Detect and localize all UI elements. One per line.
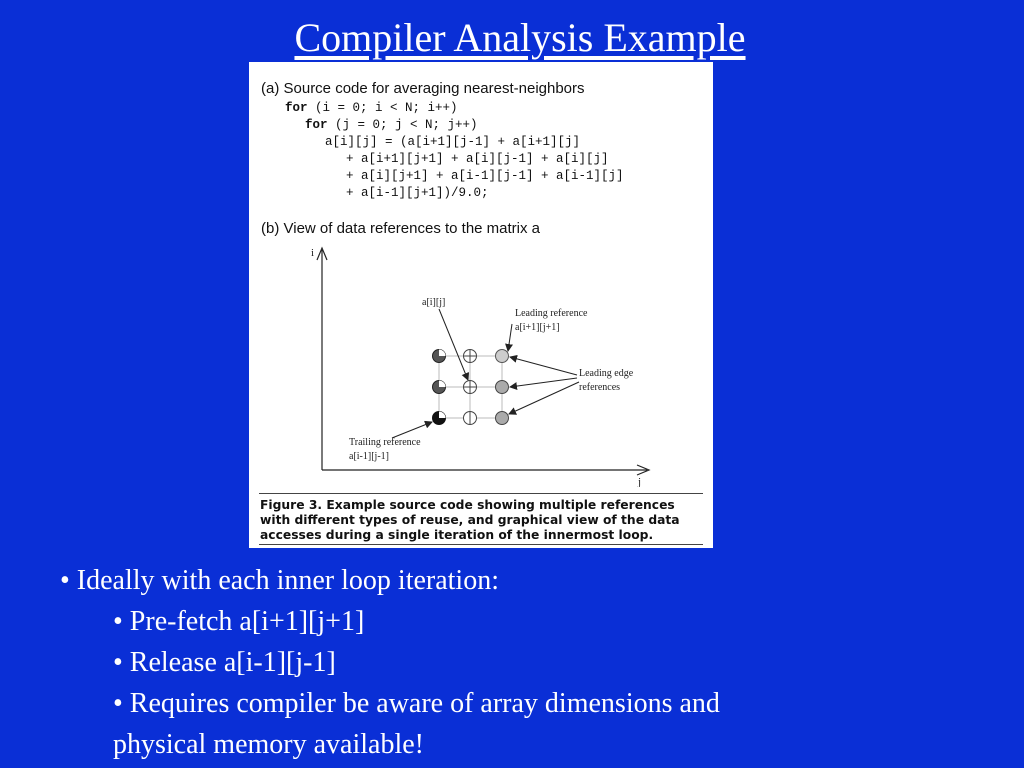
code-keyword: for	[285, 101, 308, 115]
bullet-item: • Ideally with each inner loop iteration:	[60, 565, 499, 596]
source-code-block	[249, 100, 624, 202]
figure-heading-b: (b) View of data references to the matrix a	[261, 220, 541, 237]
grid-point	[496, 412, 509, 425]
label-leading-reference: Leading reference	[515, 308, 588, 319]
slide-title: Compiler Analysis Example	[294, 15, 746, 60]
code-line-3: a[i][j] = (a[i+1][j-1] + a[i+1][j]	[325, 135, 581, 149]
code-line-1	[249, 100, 624, 117]
code-line-4: + a[i+1][j+1] + a[i][j-1] + a[i][j]	[346, 152, 609, 166]
caption-rule	[259, 493, 703, 494]
label-aij: a[i][j]	[422, 297, 446, 308]
caption-rule	[259, 544, 703, 545]
bullet-subitem: • Release a[i-1][j-1]	[113, 647, 336, 678]
figure-caption: Figure 3. Example source code showing multiple references with different types of reuse, and graphical view of the data accesses during a single iteration of the innermost loop.	[260, 498, 680, 542]
bullet-subitem: • Pre-fetch a[i+1][j+1]	[113, 606, 365, 637]
axis-label-j: j	[638, 476, 642, 487]
axis-label-i: i	[311, 247, 315, 259]
figure-panel	[249, 62, 713, 548]
bullet-subitem: • Requires compiler be aware of array dimensions and	[113, 688, 720, 719]
label-leading-reference-expr: a[i+1][j+1]	[515, 322, 560, 333]
grid-point	[496, 350, 509, 363]
code-line-2	[249, 117, 624, 134]
bullet-subitem-continuation: physical memory available!	[113, 729, 424, 760]
code-text: (i = 0; i < N; i++)	[307, 101, 458, 115]
code-line-5: + a[i][j+1] + a[i-1][j-1] + a[i-1][j]	[346, 169, 624, 183]
label-leading-edge: Leading edge	[579, 368, 634, 379]
code-line-6: + a[i-1][j+1])/9.0;	[346, 186, 489, 200]
figure-heading-a: (a) Source code for averaging nearest-neighbors	[261, 80, 585, 97]
code-text: (j = 0; j < N; j++)	[327, 118, 478, 132]
grid-points	[433, 350, 509, 425]
data-reference-diagram	[249, 242, 713, 487]
label-trailing-reference-expr: a[i-1][j-1]	[349, 451, 389, 462]
grid-point	[496, 381, 509, 394]
code-keyword: for	[305, 118, 328, 132]
label-leading-edge-refs: references	[579, 382, 621, 393]
label-trailing-reference: Trailing reference	[349, 437, 421, 448]
